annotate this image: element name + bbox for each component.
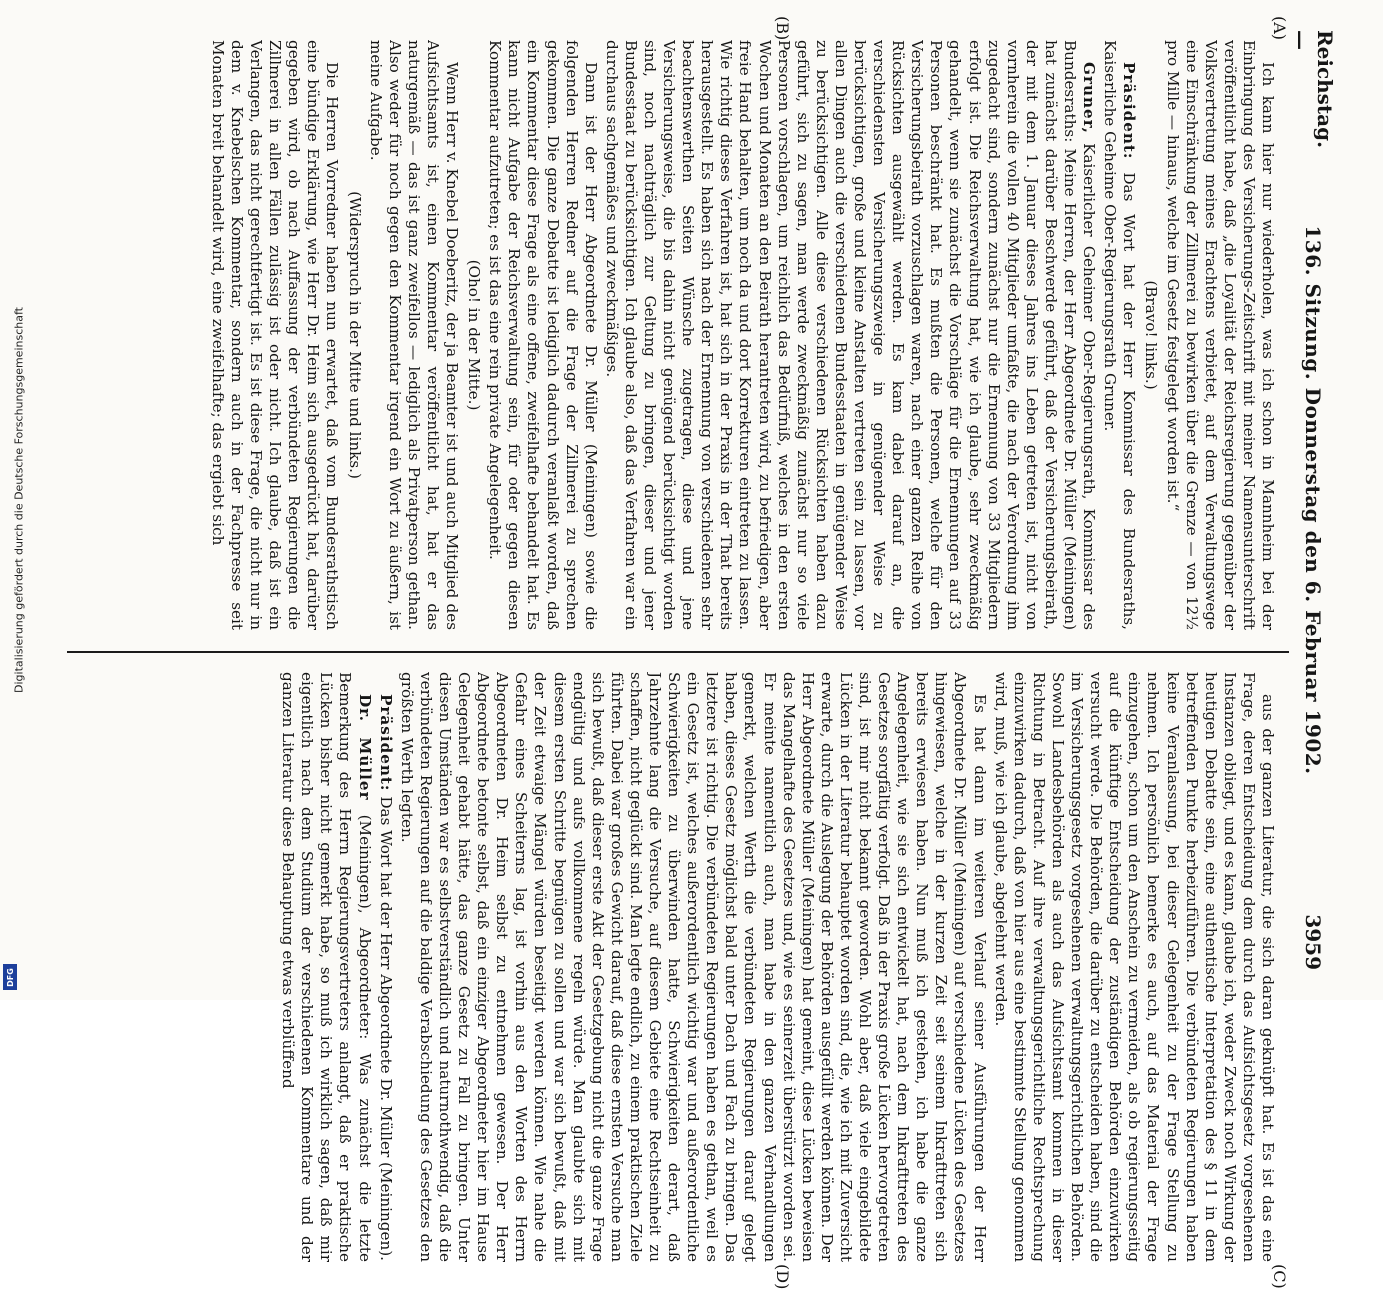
- left-text-column: [53, 40, 1279, 630]
- paragraph: [485, 40, 600, 630]
- paragraph-text: Es hat dann im weiteren Verlauf seiner Ausführungen der Herr Abgeordnete Dr. Müller (Meiningen) auf verschiedene Lücken des Gesetzes hingewiesen, welche in der kurzen Zeit seit seinem Inkrafttreten sich bereits erwiesen haben. Nun muß ich gestehen, ich habe die ganze Angelegenheit, wie sie sich entwickelt hat, nach dem Inkrafttreten des Gesetzes sorgfältig verfolgt. Daß in der Praxis große Lücken hervorgetreten sind, ist mir nicht bekannt geworden. Wohl aber, daß viele eingebildete Lücken in der Literatur behauptet worden sind, die, wie ich mit Zuversicht erwarte, durch die Auslegung der Behörden ausgefüllt werden können. Der Herr Abgeordnete Müller (Meiningen) hat gemeint, diese Lücken beweisen das Mangelhafte des Gesetzes und, wie es seinerzeit überstürzt worden sei. Er meinte namentlich auch, man habe in den ganzen Verhandlungen gemerkt, welchen Werth die verbündeten Regierungen darauf gelegt haben, dieses Gesetz möglichst bald unter Dach und Fach zu bringen. Das letztere ist richtig. Die verbündeten Regierungen haben es gethan, weil es ein Gesetz ist, welches außerordentlich wichtig war und außerordentliche Schwierigkeiten zu überwinden hatte, Schwierigkeiten derart, daß Jahrzehnte lang die Versuche, auf diesem Gebiete eine Rechtseinheit zu schaffen, nicht geglückt sind. Man legte endlich, zu einem praktischen Ziele führten. Dabei war großes Gewicht darauf, daß diese ernsten Versuche man sich bewußt, daß dieser erste Akt der Gesetzgebung nicht die ganze Frage endgültig und aufs vollkommene regeln würde. Man glaubte sich mit diesem ersten Schritte begnügen zu sollen und war sich bewußt, daß mit der Zeit etwaige Mängel würden beseitigt werden können. Wie nahe die Gefahr eines Scheiterns lag, ist vorhin aus den Worten des Herrn Abgeordneten Dr. Heim selbst zu entnehmen gewesen. Der Herr Abgeordnete betonte selbst, daß ein einziger Abgeordneter hier im Hause Gelegenheit gehabt hätte, das ganze Gesetz zu Fall zu bringen. Unter diesen Umständen war es selbstverständlich und naturnothwendig, daß die verbündeten Regierungen auf die baldige Verabschiedung des Gesetzes den größten Werth legten.: [397, 672, 989, 1262]
- paragraph: [397, 672, 989, 1262]
- margin-marker-a: (A): [1270, 16, 1289, 41]
- speaker-name: Gruner,: [1080, 62, 1099, 134]
- page-number: 3959: [1301, 914, 1325, 970]
- interjection: (Oho! in der Mitte.): [465, 259, 484, 411]
- margin-marker-b: (B): [773, 16, 792, 41]
- dfg-logo: [3, 964, 17, 990]
- speaker-name: Dr. Müller: [355, 694, 374, 801]
- speaker-name: Präsident:: [1120, 62, 1139, 160]
- speaker-name: Präsident:: [376, 694, 395, 792]
- paragraph: [376, 672, 395, 1262]
- margin-marker-c: (C): [1270, 1264, 1289, 1289]
- paragraph: [991, 672, 1277, 1262]
- right-text-column: [53, 672, 1279, 1262]
- paragraph-text: (Meiningen), Abgeordneter: Was zunächst die letzte Bemerkung des Herrn Regierungsvertreters anlangt, daß er praktische Lücken bisher nicht gemerkt habe, so muß ich wirklich sagen, daß mir eigentlich nach dem Studium der verschiedenen Kommentare und der ganzen Literatur diese Behauptung etwas verblüffend: [279, 672, 374, 1262]
- interjection: (Bravo! links.): [1142, 280, 1161, 390]
- dfg-logo-text: DFG: [5, 967, 15, 987]
- paragraph-text: Kaiserlicher Geheimer Ober-Regierungsrath, Kommissar des Bundesraths: Meine Herren, der Herr Abgeordnete Dr. Müller (Meiningen) hat zunächst darüber Beschwerde geführt, daß der Versicherungsbeirath, der mit dem 1. Januar dieses Jahres ins Leben getreten ist, nicht von vornherein die vollen 40 Mitglieder umfaßte, die nach der Verordnung ihm zugedacht sind, sondern zunächst nur die Ernennung von 33 Mitgliedern erfolgt ist. Die Reichsverwaltung hat, wie ich glaube, sehr zweckmäßig gehandelt, wenn sie zunächst die Vorschläge für die Ernennungen auf 33 Personen beschränkt hat. Es mußten die Personen, welche für den Versicherungsbeirath vorzuschlagen waren, nach einer ganzen Reihe von Rücksichten ausgewählt werden. Es kam dabei darauf an, die verschiedensten Versicherungszweige in genügender Weise zu berücksichtigen, große und kleine Anstalten vertreten sein zu lassen, vor allen Dingen auch die verschiedenen Bundesstaaten in genügender Weise zu berücksichtigen. Alle diese verschiedenen Rücksichten haben dazu geführt, sich zu sagen, man werde zweckmäßig zunächst nur so viele Personen vorschlagen, um reichlich das Bedürfniß, welches in den ersten Wochen und Monaten an den Beirath herantreten wird, zu befriedigen, aber freie Hand behalten, um noch da und dort Korrekturen eintreten zu lassen. Wie richtig dieses Verfahren ist, hat sich in der Praxis in der That bereits herausgestellt. Es haben sich nach der Ernennung von verschiedenen sehr beachtenswerthen Seiten Wünsche zugetragen, diese und jene Versicherungsweise, die bis dahin nicht genügend berücksichtigt worden sind, noch nachträglich zur Geltung zu bringen, dieser und jener Bundesstaat zu berücksichtigen. Ich glaube also, daß das Verfahren war ein durchaus sachgemäßes und zweckmäßiges.: [602, 40, 1099, 630]
- paragraph-text: Wenn Herr v. Knebel Doeberitz, der ja Beamter ist und auch Mitglied des Aufsichtsamts ist, einen Kommentar veröffentlicht hat, hat er das naturgemäß — das ist ganz zweifellos — lediglich als Privatperson gethan. Also weder für noch gegen den Kommentar irgend ein Wort zu äußern, ist meine Aufgabe.: [366, 40, 462, 630]
- paragraph: [366, 40, 461, 630]
- paragraph-text: Ich kann hier nur wiederholen, was ich schon in Mannheim bei der Einbringung des Versicherungs-Zeitschrift mit meiner Namensunterschrift veröffentlicht habe, daß „die Loyalität der Reichsregierung gegenüber der Volksvertretung meines Erachtens verbietet, auf dem Verwaltungswege eine Einschränkung der Zillmerei zu bewirken über die Grenze — von 12½ pro Mille — hinaus, welche im Gesetz festgelegt worden ist.“: [1163, 40, 1277, 630]
- paragraph: [278, 672, 373, 1262]
- rotated-page-content: [47, 16, 1337, 1289]
- header-title: 136. Sitzung. Donnerstag den 6. Februar 1902.: [1301, 225, 1325, 775]
- paragraph: [1162, 40, 1277, 630]
- interjection: (Widerspruch in der Mitte und links.): [345, 191, 364, 479]
- paragraph-text: Die Herren Vorredner haben nun erwartet, daß vom Bundesrathstisch eine bündige Erklärung, wie Herr Dr. Heim sich ausgedrückt hat, darüber gegeben wird, ob nach Auffassung der verbündeten Regierungen die Zillmerei in allen Fällen zulässig ist oder nicht. Ich glaube, daß ist ein Verlangen, das nicht gerechtfertigt ist. Es ist diese Frage, die nicht nur in dem v. Knebelschen Kommentar, sondern auch in der Fachpresse seit Monaten breit behandelt wird, eine zweifelhafte; das ergiebt sich: [208, 40, 342, 630]
- paragraph: [208, 40, 342, 630]
- digitization-note-text: Digitalisierung gefördert durch die Deutsche Forschungsgemeinschaft: [12, 307, 26, 693]
- paragraph: [1100, 40, 1138, 630]
- paragraph-text: aus der ganzen Literatur, die sich daran geknüpft hat. Es ist das eine Frage, deren Entscheidung dem durch das Aufsichtsgesetz vorgesehenen Instanzen obliegt, und es kann, glaube ich, weder Zweck noch Wirkung der heutigen Debatte sein, eine authentische Interpretation des § 11 in dem betreffenden Punkte herbeizuführen. Die verbündeten Regierungen haben keine Veranlassung, bei dieser Gelegenheit zu der Frage Stellung zu nehmen. Ich persönlich bemerke es auch, auf das Material der Frage einzugehen, schon um den Anschein zu vermeiden, als ob regierungsseitig auf die künftige Entscheidung der zuständigen Behörden einzuwirken versucht werde. Die Behörden, die darüber zu entscheiden haben, sind die im Versicherungsgesetz vorgesehenen verwaltungsgerichtlichen Behörden. Sowohl Landesbehörden als auch das Aufsichtsamt kommen in dieser Richtung in Betracht. Auf ihre verwaltungsgerichtliche Rechtsprechung einzuwirken dadurch, daß von hier aus eine bestimmte Stellung genommen wird, muß, wie ich glaube, abgelehnt werden.: [991, 672, 1277, 1262]
- paragraph-text: Das Wort hat der Herr Abgeordnete Dr. Müller (Meiningen).: [376, 796, 395, 1262]
- page-header: [1289, 30, 1337, 970]
- paragraph-text: Dann ist der Herr Abgeordnete Dr. Müller (Meiningen) sowie die folgenden Herren Redner auf die Frage der Zillmerei zu sprechen gekommen. Die ganze Debatte ist lediglich dadurch veranlaßt worden, daß ein Kommentar diese Frage als eine offene, zweifelhafte behandelt hat. Es kann nicht Aufgabe der Reichsverwaltung sein, für oder gegen diesen Kommentar aufzutreten; es ist das eine rein private Angelegenheit.: [486, 40, 600, 630]
- header-left: Reichstag. —: [1289, 30, 1337, 149]
- digitization-note: [10, 0, 28, 1000]
- paragraph-text: Das Wort hat der Herr Kommissar des Bundesraths, Kaiserliche Geheime Ober-Regierungsrath Gruner.: [1101, 40, 1139, 630]
- column-divider: [67, 651, 1289, 653]
- paragraph: [602, 40, 1098, 630]
- margin-marker-d: (D): [773, 1264, 792, 1289]
